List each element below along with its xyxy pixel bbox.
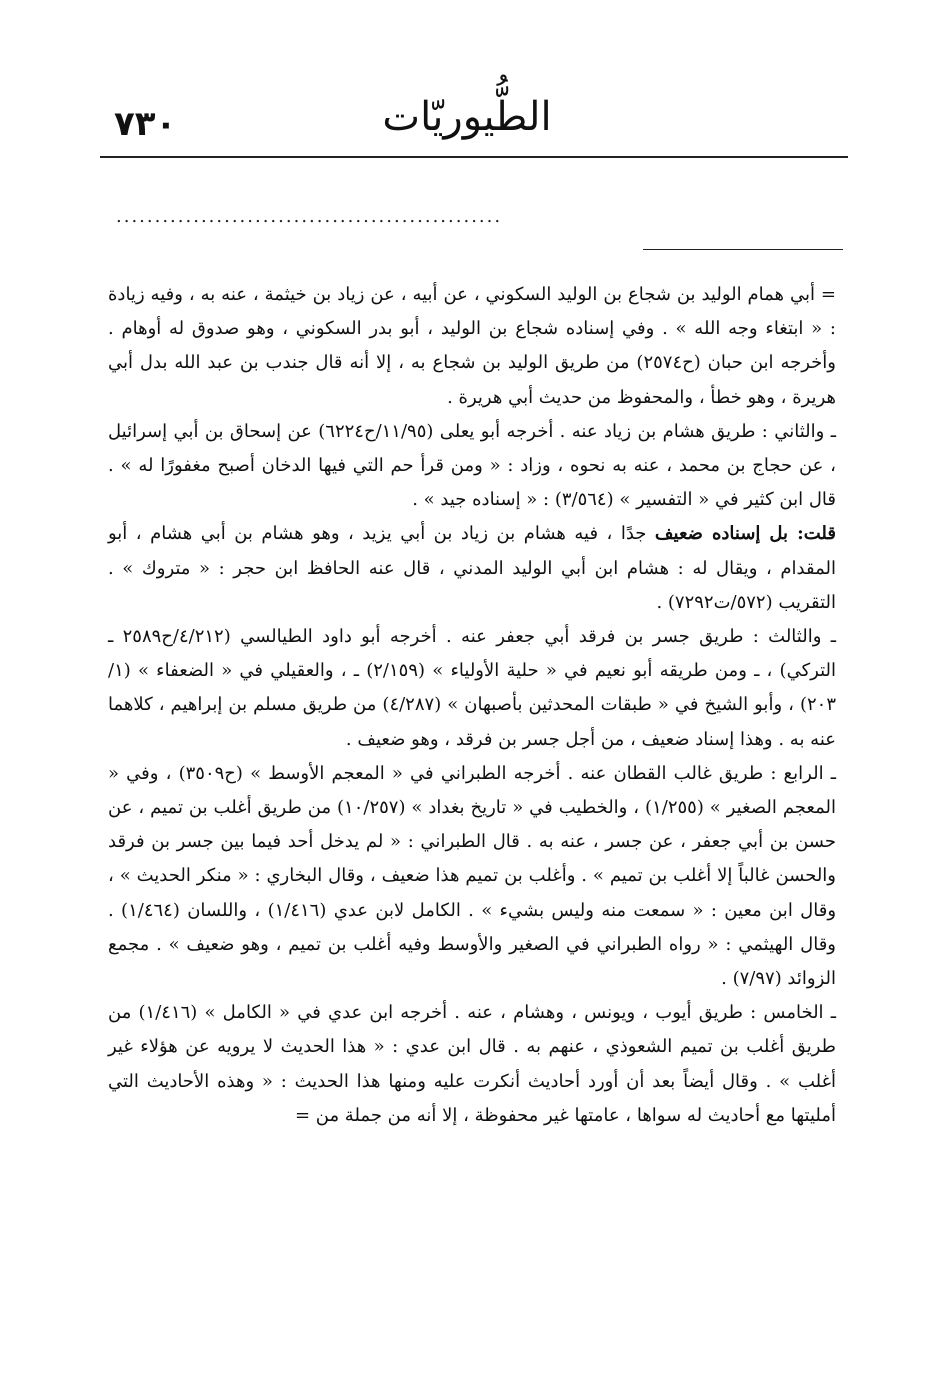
- paragraph-intro: = أبي همام الوليد بن شجاع بن الوليد السكوني ، عن أبيه ، عن زياد بن خيثمة ، عنه به ، وفيه زيادة : « ابتغاء وجه الله » . وفي إسناده شجاع بن الوليد ، أبو بدر السكوني ، وهو صدوق له أوهام . وأخرجه ابن حبان (ح٢٥٧٤) من طريق الوليد بن شجاع به ، إلا أنه قال جندب بن عبد الله بدل أبي هريرة ، وهو خطأ ، والمحفوظ من حديث أبي هريرة .: [108, 284, 836, 408]
- comment-lead: قلت: [803, 523, 836, 545]
- paragraph-second-route: ـ والثاني : طريق هشام بن زياد عنه . أخرجه أبو يعلى (١١/٩٥/ح٦٢٢٤) عن إسحاق بن أبي إسرائيل ، عن حجاج بن محمد ، عنه به نحوه ، وزاد : « ومن قرأ حم التي فيها الدخان أصبح مغفورًا له » . قال ابن كثير في « التفسير » (٣/٥٦٤) : « إسناده جيد » .: [108, 420, 836, 511]
- paragraph-fifth-route: ـ الخامس : طريق أيوب ، ويونس ، وهشام ، عنه . أخرجه ابن عدي في « الكامل » (١/٤١٦) من طريق أغلب بن تميم الشعوذي ، عنهم به . قال ابن عدي : « هذا الحديث لا يرويه عن هؤلاء غير أغلب » . وقال أيضاً بعد أن أورد أحاديث أنكرت عليه ومنها هذا الحديث : « وهذه الأحاديث التي أمليتها مع أحاديث له سواها ، عامتها غير محفوظة ، إلا أنه من جملة من =: [108, 1002, 837, 1126]
- page-header: [96, 86, 838, 158]
- comment-emphasis: : بل إسناده ضعيف: [654, 523, 804, 545]
- book-title: الطُّيوريّات: [382, 94, 552, 140]
- footnote-body: [108, 278, 836, 1133]
- paragraph-fourth-route: ـ الرابع : طريق غالب القطان عنه . أخرجه الطبراني في « المعجم الأوسط » (ح٣٥٠٩) ، وفي « المعجم الصغير » (١/٢٥٥) ، والخطيب في « تاريخ بغداد » (١٠/٢٥٧) من طريق أغلب بن تميم ، عن حسن بن أبي جعفر ، عن جسر ، عنه به . قال الطبراني : « لم يدخل أحد فيما بين جسر بن فرقد والحسن غالباً إلا أغلب بن تميم » . وأغلب بن تميم هذا ضعيف ، وقال البخاري : « منكر الحديث » ، وقال ابن معين : « سمعت منه وليس بشيء » . الكامل لابن عدي (١/٤١٦) ، واللسان (١/٤٦٤) . وقال الهيثمي : « رواه الطبراني في الصغير والأوسط وفيه أغلب بن تميم ، وهو ضعيف » . مجمع الزوائد (٧/٩٧) .: [108, 762, 837, 990]
- header-rule: [100, 156, 848, 158]
- page-number: ٧٣٠: [114, 104, 177, 144]
- paragraph-comment: [108, 517, 836, 620]
- comment-text: جدًا ، فيه هشام بن زياد بن أبي يزيد ، وهو هشام بن أبي هشام ، أبو المقدام ، ويقال له : هشام ابن أبي الوليد المدني ، قال عنه الحافظ ابن حجر : « متروك » . التقريب (٥٧٢/ت٧٢٩٢) .: [108, 523, 836, 613]
- footnote-rule: [643, 249, 843, 250]
- paragraph-third-route: ـ والثالث : طريق جسر بن فرقد أبي جعفر عنه . أخرجه أبو داود الطيالسي (٤/٢١٢/ح٢٥٨٩ ـ التركي) ، ـ ومن طريقه أبو نعيم في « حلية الأولياء » (٢/١٥٩) ـ ، والعقيلي في « الضعفاء » (١/ ٢٠٣) ، وأبو الشيخ في « طبقات المحدثين بأصبهان » (٤/٢٨٧) من طريق مسلم بن إبراهيم ، كلاهما عنه به . وهذا إسناد ضعيف ، من أجل جسر بن فرقد ، وهو ضعيف .: [108, 626, 837, 750]
- dotted-separator: ..................................................: [116, 206, 503, 226]
